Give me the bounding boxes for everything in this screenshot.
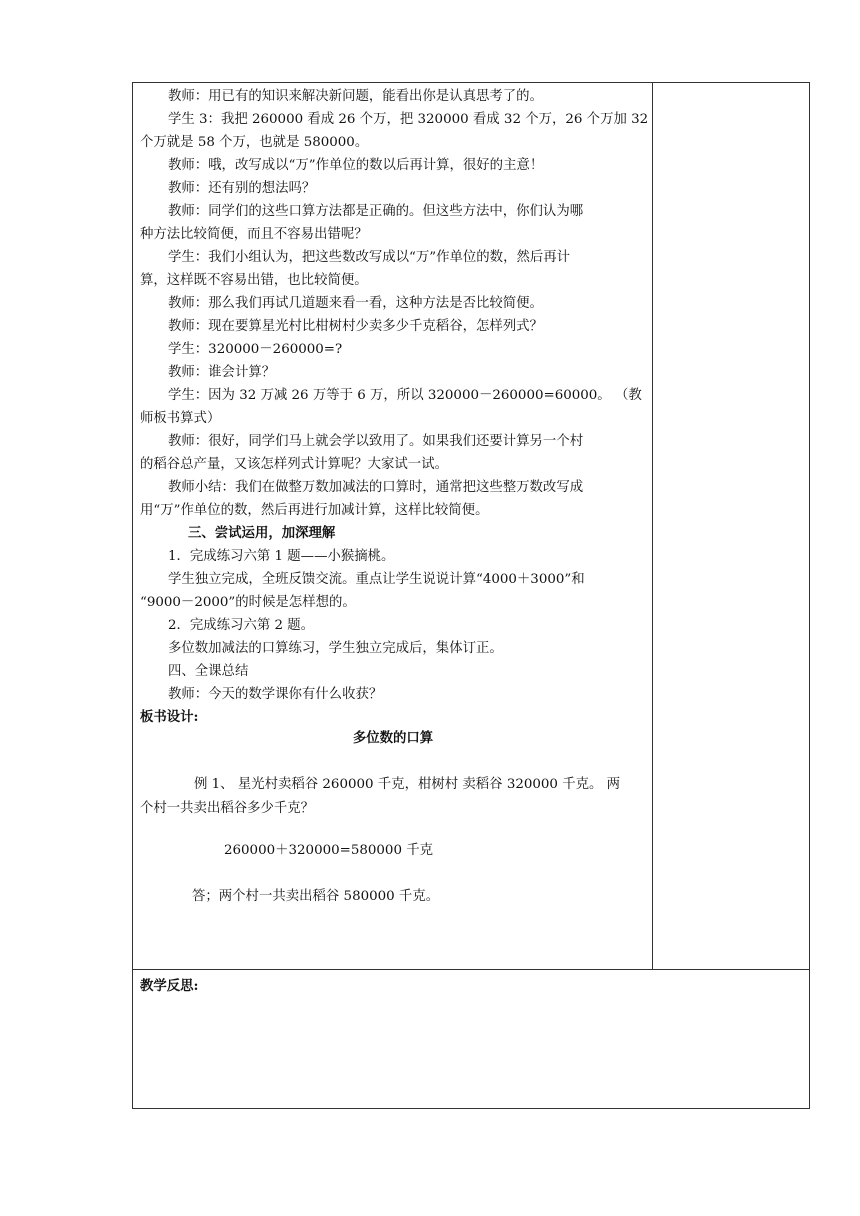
paragraph-line: 教师小结：我们在做整万数加减法的口算时，通常把这些整万数改写成	[168, 480, 584, 495]
board-example-line: 个村一共卖出稻谷多少千克？	[140, 801, 315, 816]
paragraph-line: 教师：现在要算星光村比柑树村少卖多少千克稻谷，怎样列式？	[168, 319, 543, 334]
paragraph-line: 个万就是 58 个万，也就是 580000。	[140, 135, 369, 150]
section-heading: 四、全课总结	[168, 664, 249, 679]
paragraph-line: 用“万”作单位的数，然后再进行加减计算，这样比较简便。	[140, 503, 489, 518]
summary-line: 教师：今天的数学课你有什么收获？	[168, 687, 383, 702]
paragraph-line: 教师：同学们的这些口算方法都是正确的。但这些方法中，你们认为哪	[168, 204, 584, 219]
table-border-right	[809, 82, 810, 1109]
table-row-divider	[132, 969, 810, 970]
paragraph-line: 教师：哦，改写成以“万”作单位的数以后再计算，很好的主意！	[168, 158, 544, 173]
reflection-label: 教学反思:	[140, 978, 199, 994]
section-heading: 三、尝试运用，加深理解	[188, 525, 336, 541]
paragraph-line: 学生 3：我把 260000 看成 26 个万，把 320000 看成 32 个万，26 个万加 32	[168, 112, 649, 127]
paragraph-line: 教师：很好，同学们马上就会学以致用了。如果我们还要计算另一个村	[168, 434, 584, 449]
paragraph-line: 师板书算式）	[140, 411, 221, 426]
board-example-line: 例 1、 星光村卖稻谷 260000 千克，柑树村 卖稻谷 320000 千克。 两	[194, 777, 621, 792]
board-equation: 260000＋320000=580000 千克	[224, 843, 433, 858]
paragraph-line: 学生：因为 32 万减 26 万等于 6 万，所以 320000－260000=60000。 （教	[168, 388, 642, 403]
paragraph-line: 教师：那么我们再试几道题来看一看，这种方法是否比较简便。	[168, 296, 543, 311]
paragraph-line: 种方法比较简便，而且不容易出错呢？	[140, 227, 368, 242]
paragraph-line: 教师：用已有的知识来解决新问题，能看出你是认真思考了的。	[168, 89, 543, 104]
practice-line: 多位数加减法的口算练习，学生独立完成后，集体订正。	[168, 641, 503, 656]
board-answer: 答；两个村一共卖出稻谷 580000 千克。	[192, 889, 440, 904]
table-border-top	[132, 82, 810, 83]
board-design-label: 板书设计:	[140, 709, 199, 725]
practice-line: 1．完成练习六第 1 题——小猴摘桃。	[168, 549, 395, 564]
board-title: 多位数的口算	[352, 730, 434, 746]
practice-line: 2．完成练习六第 2 题。	[168, 618, 315, 633]
paragraph-line: 教师：还有别的想法吗？	[168, 181, 316, 196]
paragraph-line: 教师：谁会计算？	[168, 365, 276, 380]
table-border-left	[132, 82, 133, 1109]
paragraph-line: 算，这样既不容易出错，也比较简便。	[140, 273, 368, 288]
table-border-bottom	[132, 1108, 810, 1109]
practice-line: 学生独立完成，全班反馈交流。重点让学生说说计算“4000＋3000”和	[168, 572, 585, 587]
paragraph-line: 学生：我们小组认为，把这些数改写成以“万”作单位的数，然后再计	[168, 250, 571, 265]
paragraph-line: 学生：320000－260000=?	[168, 342, 343, 357]
paragraph-line: 的稻谷总产量，又该怎样列式计算呢？大家试一试。	[140, 457, 448, 472]
practice-line: “9000－2000”的时候是怎样想的。	[140, 595, 356, 610]
